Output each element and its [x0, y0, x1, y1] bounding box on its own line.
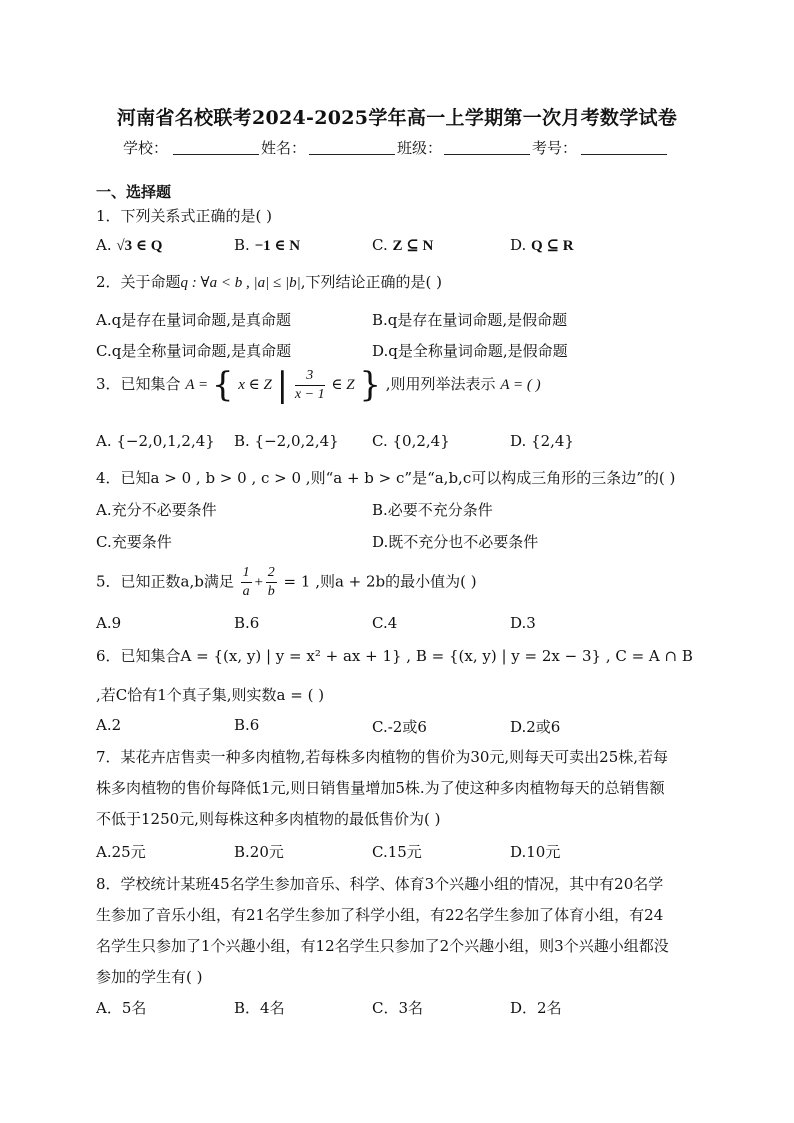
q2-option-b: B.q是存在量词命题,是假命题 [372, 311, 568, 329]
q8-line-3: 名学生只参加了1个兴趣小组，有12名学生只参加了2个兴趣小组，则3个兴趣小组都没 [96, 937, 669, 955]
q2-stem [96, 271, 442, 292]
q3-bar: | [276, 365, 289, 405]
q1-option-b [234, 236, 300, 255]
q5-option-c: C.4 [372, 614, 398, 632]
q5-option-b: B.6 [234, 614, 260, 632]
school-blank[interactable] [173, 154, 259, 155]
q3-stem [96, 365, 541, 405]
q6-option-b: B.6 [234, 716, 260, 734]
q3-stem-a: 3．已知集合 [96, 375, 181, 393]
page-title: 河南省名校联考2024-2025学年高一上学期第一次月考数学试卷 [116, 107, 678, 129]
q8-option-d: D．2名 [510, 999, 562, 1017]
q3-stem-c: A = ( ) [500, 377, 541, 393]
section-heading: 一、选择题 [96, 183, 172, 201]
q5-stem [96, 566, 477, 599]
number-label: 考号： [532, 139, 578, 157]
q1-b-math: −1 ∈ N [254, 238, 301, 254]
q1-d-math: Q ⊆ R [531, 238, 574, 254]
q1-option-d [510, 236, 574, 255]
q8-line-4: 参加的学生有( ) [96, 968, 203, 986]
q1-option-c [372, 236, 433, 255]
q4-option-d: D.既不充分也不必要条件 [372, 533, 539, 551]
q8-option-b: B．4名 [234, 999, 285, 1017]
q8-option-c: C．3名 [372, 999, 424, 1017]
q1-d-label: D. [510, 236, 532, 254]
q5-f1-num: 1 [241, 566, 252, 583]
q3-set-right: ∈ Z [331, 377, 355, 393]
q4-option-b: B.必要不充分条件 [372, 501, 493, 519]
q2-stem-math: q : ∀a < b , |a| ≤ |b| [180, 275, 301, 291]
q5-fraction-1 [241, 566, 252, 599]
q5-f2-num: 2 [266, 566, 277, 583]
q5-option-a: A.9 [96, 614, 122, 632]
q3-frac-den: x − 1 [294, 386, 325, 402]
q3-set-left: A = [185, 377, 212, 393]
q3-option-b: B. {−2,0,2,4} [234, 432, 339, 450]
number-blank[interactable] [581, 154, 667, 155]
q8-line-1: 8．学校统计某班45名学生参加音乐、科学、体育3个兴趣小组的情况，其中有20名学 [96, 875, 664, 893]
q3-right-brace: } [359, 365, 381, 405]
q1-a-math: √3 ∈ Q [116, 238, 163, 254]
class-blank[interactable] [444, 154, 530, 155]
q7-option-c: C.15元 [372, 843, 422, 861]
q8-option-a: A．5名 [96, 999, 147, 1017]
q6-option-c: C.-2或6 [372, 718, 427, 736]
q1-stem: 1．下列关系式正确的是( ) [96, 207, 273, 225]
q4-stem: 4．已知a > 0 , b > 0 , c > 0 ,则“a + b > c”是“a,b,c可以构成三角形的三条边”的( ) [96, 469, 676, 487]
q3-stem-b: ,则用列举法表示 [385, 375, 496, 393]
school-label: 学校： [123, 139, 169, 157]
q3-set-inner: x ∈ Z [238, 377, 272, 393]
q3-frac-num: 3 [295, 369, 325, 386]
q5-f2-den: b [267, 584, 275, 599]
q7-option-d: D.10元 [510, 843, 561, 861]
q3-option-a: A. {−2,0,1,2,4} [96, 432, 215, 450]
name-label: 姓名： [261, 139, 307, 157]
q2-option-a: A.q是存在量词命题,是真命题 [96, 311, 291, 329]
name-blank[interactable] [309, 154, 395, 155]
q2-option-d: D.q是全称量词命题,是假命题 [372, 342, 568, 360]
q6-option-d: D.2或6 [510, 718, 561, 736]
q2-option-c: C.q是全称量词命题,是真命题 [96, 342, 292, 360]
q7-option-b: B.20元 [234, 843, 284, 861]
q7-line-3: 不低于1250元,则每株这种多肉植物的最低售价为( ) [96, 810, 441, 828]
q5-f1-den: a [242, 584, 250, 599]
q2-stem-b: ,下列结论正确的是( ) [300, 273, 442, 291]
q7-option-a: A.25元 [96, 843, 146, 861]
q6-stem: 6．已知集合A = {(x, y) | y = x² + ax + 1} , B = {(x, y) | y = 2x − 3} , C = A ∩ B [96, 647, 693, 665]
q1-c-label: C. [372, 236, 393, 254]
q4-option-a: A.充分不必要条件 [96, 501, 217, 519]
q6-stem-2: ,若C恰有1个真子集,则实数a = ( ) [96, 686, 325, 704]
q7-line-1: 7．某花卉店售卖一种多肉植物,若每株多肉植物的售价为30元,则每天可卖出25株,若每 [96, 748, 669, 766]
q2-stem-a: 2．关于命题 [96, 273, 181, 291]
q1-b-label: B. [234, 236, 255, 254]
q3-left-brace: { [211, 365, 234, 405]
q7-line-2: 株多肉植物的售价每降低1元,则日销售量增加5株.为了使这种多肉植物每天的总销售额 [96, 779, 665, 797]
q5-plus: + [253, 574, 264, 591]
q5-fraction-2 [266, 566, 277, 599]
q5-option-d: D.3 [510, 614, 536, 632]
q4-option-c: C.充要条件 [96, 533, 172, 551]
class-label: 班级： [397, 139, 443, 157]
q3-option-d: D. {2,4} [510, 432, 574, 450]
q3-option-c: C. {0,2,4} [372, 432, 450, 450]
q1-a-label: A. [96, 236, 117, 254]
q6-option-a: A.2 [96, 716, 122, 734]
q1-c-math: Z ⊆ N [392, 238, 434, 254]
q5-stem-a: 5．已知正数a,b满足 [96, 572, 234, 591]
q5-stem-b: = 1 ,则a + 2b的最小值为( ) [283, 572, 477, 591]
q8-line-2: 生参加了音乐小组，有21名学生参加了科学小组，有22名学生参加了体育小组，有24 [96, 906, 664, 924]
q3-fraction [295, 369, 325, 402]
q1-option-a [96, 236, 162, 255]
